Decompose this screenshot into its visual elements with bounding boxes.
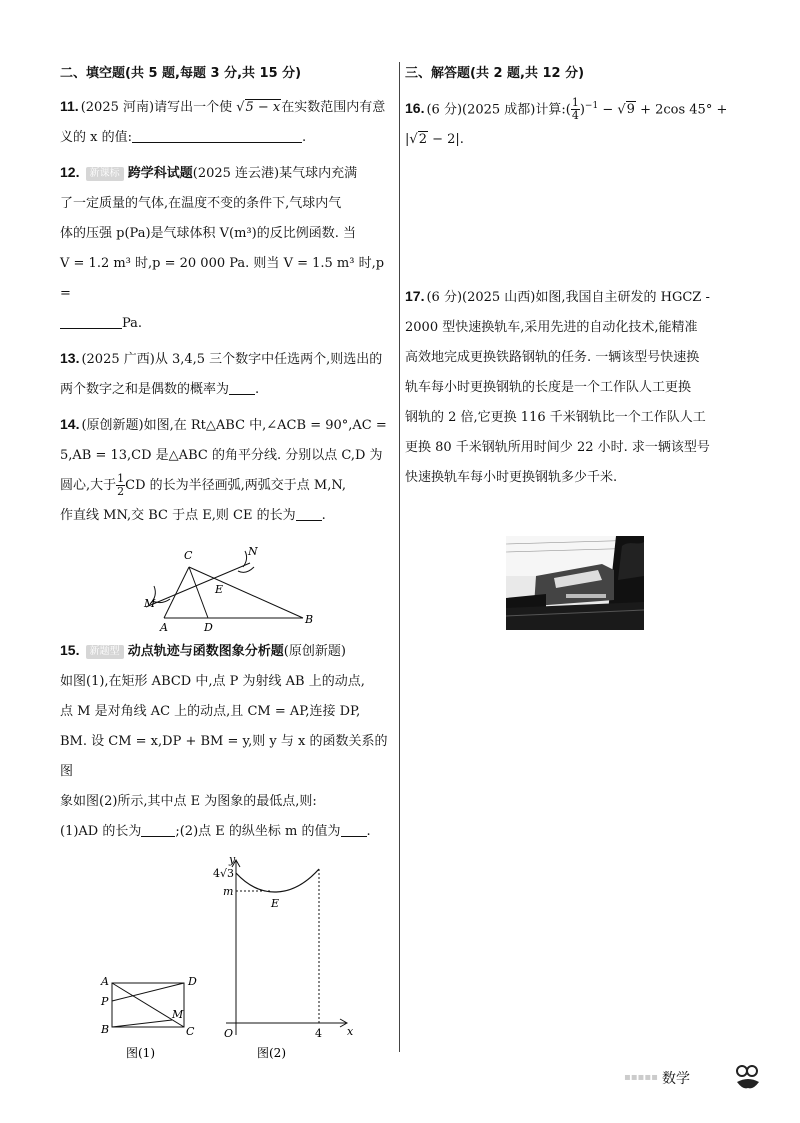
answer-blank-11[interactable]	[132, 128, 302, 143]
fraction-one-quarter: $\frac{1}{4}$	[571, 96, 579, 123]
ytick-4root3: 4√3	[213, 867, 235, 880]
segment-DP	[112, 983, 184, 1001]
answer-blank-15-1[interactable]	[141, 822, 175, 837]
question-14: 14. (原创新题)如图,在 Rt△ABC 中,∠ACB = 90°,AC = 5,AB = 13,CD 是△ABC 的角平分线. 分别以点 C,D 为 圆心,大于 $\frac{1}{2}$ CD 的长为半径画弧,两弧交于点 M,N, 作直线 MN,交 BC 于点 E,则 CE 的长为 . C N E M A D B	[60, 409, 392, 631]
segment-BM	[112, 1020, 172, 1027]
answer-space-16[interactable]	[405, 159, 750, 281]
section-2-title: 二、填空题(共 5 题,每题 3 分,共 15 分)	[60, 66, 302, 81]
function-curve	[236, 869, 319, 892]
point-E-label: E	[271, 897, 280, 910]
question-17: 17. (6 分)(2025 山西)如图,我国自主研发的 HGCZ - 2000 型快速换轨车,采用先进的自动化技术,能精准 高效地完成更换铁路钢轨的任务. 一辆该型号快速换 轨车每小时更换钢轨的长度是一个工作队人工更换 钢轨的 2 倍,它更换 116 千米钢轨比一个工作队人工 更换 80 千米钢轨所用时间少 22 小时. 求一辆该型号 快速换轨车每小时更换钢轨多少千米.	[405, 288, 710, 486]
label-A: A	[160, 621, 168, 631]
fig1-label-P: P	[101, 995, 109, 1008]
fig1-label-M: M	[172, 1008, 184, 1021]
label-D: D	[204, 621, 213, 631]
axis-label-y: y	[229, 855, 236, 866]
footer-subject-label: 数学	[662, 1071, 690, 1087]
label-B: B	[305, 613, 314, 626]
fig2-caption: 图(2)	[257, 1046, 286, 1060]
new-type-tag: 新题型	[86, 645, 124, 659]
section-3-title: 三、解答题(共 2 题,共 12 分)	[405, 66, 585, 81]
fraction-one-half: $\frac{1}{2}$	[117, 472, 125, 498]
right-column	[405, 62, 750, 497]
xtick-4: 4	[315, 1027, 322, 1040]
segment-CB	[189, 567, 303, 618]
fig1-label-C: C	[186, 1025, 195, 1038]
new-curriculum-tag: 新课标	[86, 167, 124, 181]
answer-blank-13[interactable]	[229, 380, 255, 395]
question-13: 13. (2025 广西)从 3,4,5 三个数字中任选两个,则选出的 两个数字之和是偶数的概率为 .	[60, 350, 383, 397]
answer-blank-12[interactable]	[60, 314, 122, 329]
question-15: 15. 新题型 动点轨迹与函数图象分析题(原创新题) 如图(1),在矩形 ABCD 中,点 P 为射线 AB 上的动点, 点 M 是对角线 AC 上的动点,且 CM = AP,连接 DP, BM. 设 CM = x,DP + BM = y,则 y 与 x 的函数关系的图 象如图(2)所示,其中点 E 为图象的最低点,则: (1)AD 的长为 ;(2)点 E 的纵坐标 m 的值为 . A D P M B C 图(1) y x O 4√3 m E 4 图(2)	[60, 635, 392, 1075]
label-E: E	[215, 583, 224, 596]
question-12: 12. 新课标 跨学科试题(2025 连云港)某气球内充满 了一定质量的气体,在温度不变的条件下,气球内气 体的压强 p(Pa)是气球体积 V(m³)的反比例函数. 当 V = 1.2 m³ 时,p = 20 000 Pa. 则当 V = 1.5 m³ 时,p = Pa.	[60, 164, 385, 331]
fig1-caption: 图(1)	[126, 1046, 155, 1060]
q15-figures	[60, 855, 392, 1075]
label-C: C	[184, 549, 193, 562]
publisher-logo-icon	[733, 1062, 763, 1092]
line-MN	[146, 563, 250, 607]
origin-label: O	[224, 1027, 234, 1040]
triangle-figure	[60, 531, 392, 631]
segment-AC	[164, 567, 189, 618]
column-divider	[399, 62, 400, 1052]
axis-label-x: x	[347, 1025, 354, 1038]
fig1-label-D: D	[188, 975, 197, 988]
label-N: N	[248, 545, 258, 558]
rail-car-photo	[506, 536, 644, 630]
fig1-label-A: A	[101, 975, 109, 988]
answer-blank-14[interactable]	[296, 506, 322, 521]
label-M: M	[144, 597, 156, 610]
radical-5-minus-x: 5 − x	[245, 100, 281, 115]
footer-brand-faint: ▪▪▪▪▪	[624, 1072, 658, 1083]
question-16: 16. (6 分)(2025 成都)计算:( $\frac{1}{4}$ )$^{-1}$ − √9 + 2cos 45° + |√2 − 2|.	[405, 96, 728, 148]
arc-n2	[238, 567, 254, 572]
fig1-label-B: B	[101, 1023, 110, 1036]
answer-blank-15-2[interactable]	[341, 822, 367, 837]
left-column	[60, 62, 392, 1079]
question-11: 11. (2025 河南)请写出一个使 √5 − x在实数范围内有意 义的 x 的值: .	[60, 98, 386, 145]
figure-2-graph	[226, 860, 347, 1035]
ytick-m: m	[223, 885, 234, 898]
